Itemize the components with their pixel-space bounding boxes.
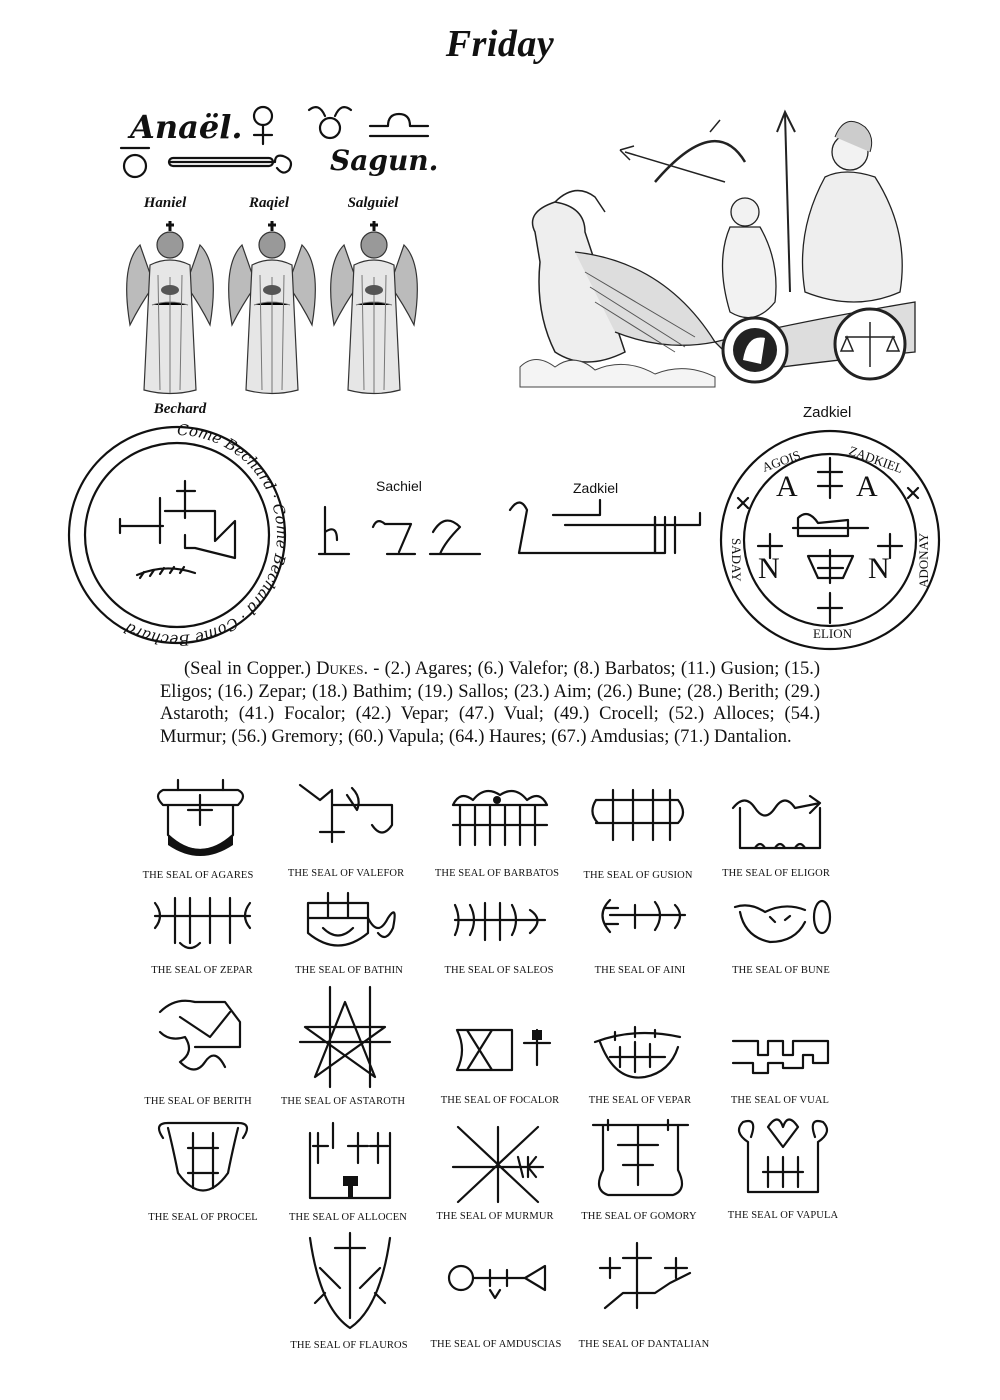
seal-vual-glyph [728,1033,833,1078]
angel-name-salguiel: Salguiel [347,195,399,211]
seal-caption: THE SEAL OF VEPAR [588,1095,692,1106]
seal-caption: THE SEAL OF VUAL [730,1095,830,1106]
copper-note: (Seal in Copper.) [184,659,311,679]
seal-caption: THE SEAL OF VALEFOR [287,868,405,879]
seal-letter-a2: A [856,470,878,503]
dukes-heading: Dukes. [316,659,369,679]
seal-murmur-glyph [448,1122,548,1207]
seal-caption: THE SEAL OF ASTAROTH [280,1096,406,1107]
seal-caption: THE SEAL OF FOCALOR [440,1095,560,1106]
seal-caption: THE SEAL OF BUNE [732,965,830,976]
seal-flauros-glyph [300,1228,400,1338]
seal-caption: THE SEAL OF BARBATOS [434,868,560,879]
angel-name-raqiel: Raqiel [249,195,289,211]
seal-vapula-glyph [733,1112,833,1202]
zadkiel-sigil-label: Zadkiel [573,480,619,496]
ring-word-zadkiel: ZADKIEL [846,442,906,477]
ring-word-agois: AGOIS [759,447,803,475]
seal-berith-glyph [150,992,250,1087]
seal-eligor-glyph [725,788,830,858]
bechard-ring-text: Come Bechard · Come Bechard · Come Bechard [121,420,292,650]
seal-caption: THE SEAL OF VAPULA [727,1210,839,1221]
angel-figures-illustration [120,215,440,400]
seal-amduscias-glyph [445,1258,555,1308]
venus-sigil-icon [115,142,155,186]
seal-focalor-glyph [452,1025,557,1075]
bechard-seal [65,420,292,650]
seal-zepar-glyph [150,888,255,958]
seal-agares-glyph [148,775,253,865]
seal-caption: THE SEAL OF GUSION [583,870,693,881]
page-title: Friday [445,23,555,65]
libra-symbol-icon [368,110,430,140]
seal-caption: THE SEAL OF SALEOS [444,965,554,976]
seal-saleos-glyph [450,895,550,950]
seal-caption: THE SEAL OF AGARES [142,870,254,881]
seal-gomory-glyph [588,1115,693,1205]
seal-caption: THE SEAL OF PROCEL [148,1212,258,1223]
sachiel-label: Sachiel [376,478,422,494]
seal-allocen-glyph [298,1118,398,1213]
seal-procel-glyph [153,1118,253,1208]
angel-anael-script: Anaël. [130,108,243,146]
seal-caption: THE SEAL OF ZEPAR [151,965,253,976]
dukes-list: - (2.) Agares; (6.) Valefor; (8.) Barbatos; (11.) Gusion; (15.) Eligos; (16.) Zepar; (18.) Bathim; (19.) Sallos; (23.) Aim; (26.) Bune; (28.) Berith; (29.) Astaroth; (41.) Focalor; (42.) Vepar; (47.) Vual; (49.) Crocell; (52.) Alloces; (54.) Murmur; (56.) Gremory; (60.) Vapula; (64.) Haures; (67.) Amdusias; (71.) Dantalion. [160,659,820,747]
seal-barbatos-glyph [445,785,555,855]
seal-letter-a1: A [776,470,798,503]
sachiel-sigil [315,502,490,560]
dukes-description [160,658,820,748]
seal-caption: THE SEAL OF FLAUROS [290,1340,408,1351]
zadkiel-seal [718,428,943,653]
taurus-symbol-icon [305,104,355,140]
seal-caption: THE SEAL OF BATHIN [295,965,403,976]
seal-letter-n2: N [868,552,890,585]
venus-chariot-engraving [515,112,920,392]
seal-caption: THE SEAL OF AINI [594,965,686,976]
spirit-sagun-script: Sagun. [330,144,439,177]
seal-astaroth-glyph [295,982,395,1092]
zadkiel-seal-label: Zadkiel [803,404,852,421]
seal-bune-glyph [730,892,835,952]
seal-caption: THE SEAL OF AMDUSCIAS [430,1339,562,1350]
bechard-label: Bechard [153,401,207,417]
seal-valefor-glyph [292,780,402,850]
seal-caption: THE SEAL OF GOMORY [581,1211,697,1222]
seal-gusion-glyph [588,785,688,845]
sagun-sigil-icon [165,150,305,180]
zadkiel-sigil [505,495,705,560]
seal-caption: THE SEAL OF ALLOCEN [289,1212,407,1223]
angel-name-haniel: Haniel [143,195,187,211]
seal-aini-glyph [590,890,690,950]
seal-caption: THE SEAL OF MURMUR [436,1211,554,1222]
seal-caption: THE SEAL OF DANTALIAN [578,1339,710,1350]
seal-dantalian-glyph [595,1238,695,1318]
seal-letter-n1: N [758,552,780,585]
svg-text:Come Bechard · Come Bechard · [121,421,291,649]
seal-bathin-glyph [298,888,408,958]
seal-caption: THE SEAL OF BERITH [144,1096,252,1107]
seal-caption: THE SEAL OF ELIGOR [722,868,830,879]
ring-word-adonay: ADONAY [916,532,931,588]
ring-word-saday: SADAY [729,538,744,582]
ring-word-elion: ELION [813,626,852,641]
seal-vepar-glyph [590,1022,690,1087]
venus-symbol-icon [243,104,283,148]
